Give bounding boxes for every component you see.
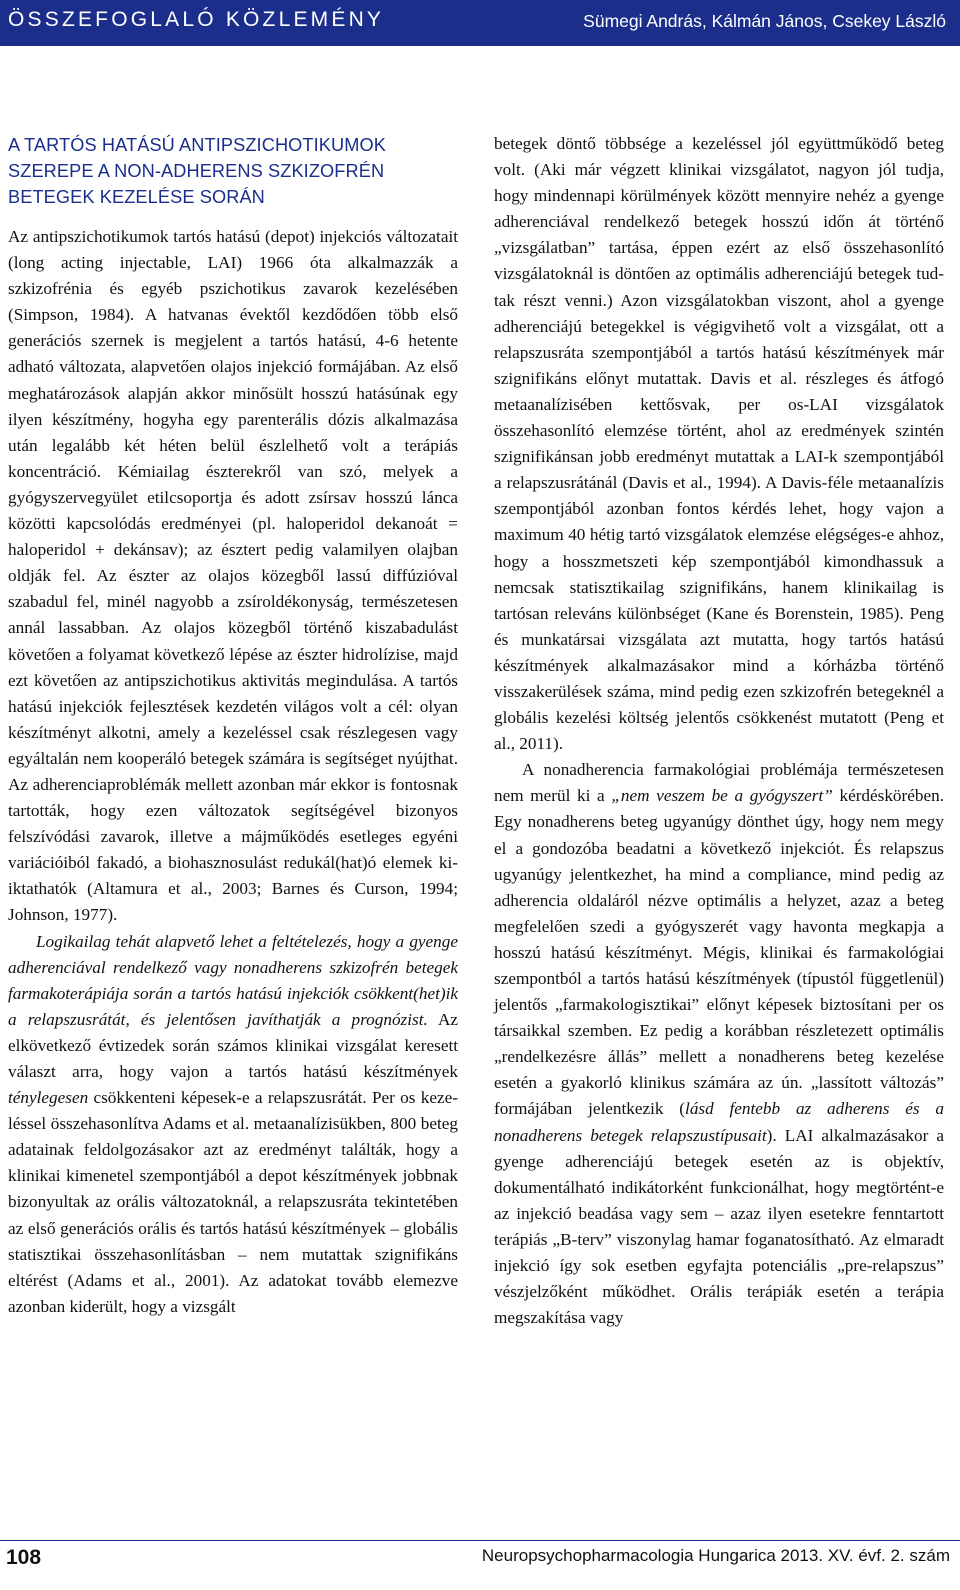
page-header: [0, 0, 960, 46]
left-paragraph-2-italic: Logikailag tehát alapvető lehet a feltételezés, hogy a gyenge adherenciával rendelkező vagy nonadherens szkizofrén betegek farmakoterápiája során a tartós hatású injekciók csökkent(het)ik a relapszusrátát, és jelentősen javíthatják a prognózist.: [8, 931, 458, 1029]
right-paragraph-2-italic-2: lásd fentebb az adherens és a nonadherens betegek relapszustípusait: [494, 1099, 944, 1145]
left-paragraph-2-text-a: Az elkövetkező évtizedek során számos klinikai vizsgálat keresett választ arra, hogy vajon a tartós hatású készítmények: [8, 1009, 459, 1081]
left-paragraph-2-italic-2: ténylegesen: [8, 1088, 89, 1108]
left-column: [8, 128, 458, 1320]
section-title: A TARTÓS HATÁSÚ ANTIPSZICHOTIKUMOK SZEREPE A NON-ADHERENS SZKIZOFRÉN BETEGEK KEZELÉSE SORÁN: [8, 135, 386, 207]
right-paragraph-1: betegek döntő többsége a kezeléssel jól együttműködő beteg volt. (Aki már végzett klinikai vizsgálatot, nagyon jól tudja, hogy mindennapi körülmények között mennyire nehéz a gyenge adherenciával rendelkező betegek hosszú időn át történő „vizsgálatban” tartása, éppen ezért az első összehasonlító vizsgálatoknál is döntően az optimális adherenciájú betegek tudtak részt venni.) Azon vizsgálatokban viszont, ahol a gyenge adherenciájú betegekkel is végigvihető volt a vizsgálat, ott a relapszusráta szempontjából a tartós hatású készítmények már szignifikáns előnyt mutattak. Davis et al. részleges és átfogó metaanalízisében kettősvak, per os-LAI vizsgálatok összehasonlító elemzése történt, ahol az eredmények szintén szignifikánsan jobb eredményt mutattak a LAI-k szempontjából a relapszusrátánál (Davis et al., 1994). A Davis-féle metaanalízis szempontjából azonban fontos kérdés lehet, hogy vajon a maximum 40 hétig tartó vizsgálatok elemzése elégséges-e ahhoz, hogy a hosszmetszeti kép szempontjából kimondhassuk a nemcsak statisztikailag szignifikáns, hanem klinikailag is tartósan releváns különbséget (Kane és Borenstein, 1985). Peng és munkatársai vizsgálata azt mutatta, hogy tartós hatású készítmények alkalmazásakor mind a kórházba történő visszakerülések száma, mind pedig ezen szkizofrén betegeknél a globális kezelési költség jelentős csökkenést mutatott (Peng et al., 2011).: [494, 134, 944, 754]
left-paragraph-1: Az antipszichotikumok tartós hatású (depot) injekciós változatait (long acting injectable, LAI) 1966 óta alkalmazzák a szkizofrénia és egyéb pszichotikus zavarok kezelésében (Simpson, 1984). A hatvanas évektől kezdődően több első generációs szernek is megjelent a tartós hatású, 4-6 hetente adható változata, alapvetően olajos injekció formájában. Az első meghatározások alapján akkor minősült hosszú hatásúnak egy ilyen készítmény, hogyha egy parenterális dózis alkalmazása után legalább két héten belül észlelhető volt a terápiás koncentráció. Kémiailag észterekről van szó, melyek a gyógyszervegyület etilcsoportja és adott zsírsav hosszú lánca közötti kapcsolódás eredményei (pl. haloperidol dekanoát = haloperidol + dekánsav); az észtert pedig valamilyen olajban oldják fel. Az észter az olajos közegből lassú diffúzióval szabadul fel, minél nagyobb a zsíroldékonyság, természetesen annál lassabban. Az olajos közegből történő kiszabadulást követően a folyamat következő lépése az észter hidrolízise, majd ezt követően az antipszichotikus aktivitás megindulása. A tartós hatású injekciók fejlesztések kezdetén világos volt a cél: olyan készítményt alkotni, amely a kezeléssel csak részlegesen vagy egyáltalán nem kooperáló betegek számára is segítséget nyújthat. Az adherenciaproblémák mellett azonban már ekkor is fontosnak tartották, hogy ezen változatok segítségével bizonyos felszívódási zavarok, illetve a májműködés esetleges egyéni variációiból fakadó, a biohasznosulást redukál(hat)ó elemek kiiktathatók (Altamura et al., 2003; Barnes és Curson, 1994; Johnson, 1977).: [8, 227, 458, 925]
right-paragraph-2: [494, 757, 944, 1331]
header-authors: Sümegi András, Kálmán János, Csekey László: [583, 11, 946, 31]
left-paragraph-2: [8, 929, 458, 1320]
right-paragraph-2-italic: „nem veszem be a gyógyszert”: [611, 786, 833, 806]
right-column: [494, 131, 944, 1331]
right-paragraph-2-text-a: A nonadherencia farmakológiai problémája természetesen nem merül ki a: [494, 760, 944, 806]
footer-rule: [0, 1540, 960, 1541]
page-number: 108: [6, 1546, 42, 1569]
journal-citation: Neuropsychopharmacologia Hungarica 2013. XV. évf. 2. szám: [481, 1546, 950, 1565]
left-paragraph-2-text-b: csökkenteni képesek-e a relapszusrátát. Per os kezeléssel összehasonlítva Adams et al. metaanalízisükben, 800 beteg adatainak feldolgozásakor azt az eredményt találták, hogy a klinikai kimenetel szempontjából a depot készítmények jobbnak bizonyultak az orális változatoknál, a relapszusráta tekintetében az első generációs orális és tartós hatású készítmények – globális statisztikai összehasonlításban – nem mutattak szignifikáns eltérést (Adams et al., 2001). Az adatokat tovább elemezve azonban kiderült, hogy a vizsgált: [8, 1088, 458, 1316]
right-paragraph-2-text-b: kérdéskörében. Egy nonadherens beteg ugyanúgy dönthet úgy, hogy nem megy el a gondozóba beadatni a következő injekciót. És relapszus ugyanúgy jelentkezhet, ha mind a compliance, mind pedig az adherencia oldaláról nézve optimális a helyzet, azaz a beteg megfelelően szedi a gyógyszerét vagy havonta megkapja a hosszú hatású készítményt. Mégis, klinikai és farmakológiai szempontból a tartós hatású készítmények (típustól függetlenül) jelentős „farmakologisztikai” előnyt képesek biztosítani per os társaikkal szemben. Ez pedig a korábban részletezett optimális „rendelkezésre állás” mellett a nonadherens beteg kezelése esetén a gyakorló klinikus számára az ún. „lassított változás” formájában jelentkezik (: [494, 786, 944, 1119]
right-paragraph-2-text-c: ). LAI alkalmazásakor a gyenge adherenciájú betegek esetén az is objektív, dokumentálható indikátorként funkcionálhat, hogy megtörtént-e az injekció beadása vagy sem – azaz ilyen esetekre fenntartott terápiás „B-terv” viszonylag hamar foganatosítható. Az elmaradt injekció így sok esetben egyfajta potenciális „pre-relapszus” vészjelzőként működhet. Orális terápiák esetén a terápia megszakítása vagy: [494, 1125, 944, 1328]
section-label: ÖSSZEFOGLALÓ KÖZLEMÉNY: [8, 8, 385, 31]
